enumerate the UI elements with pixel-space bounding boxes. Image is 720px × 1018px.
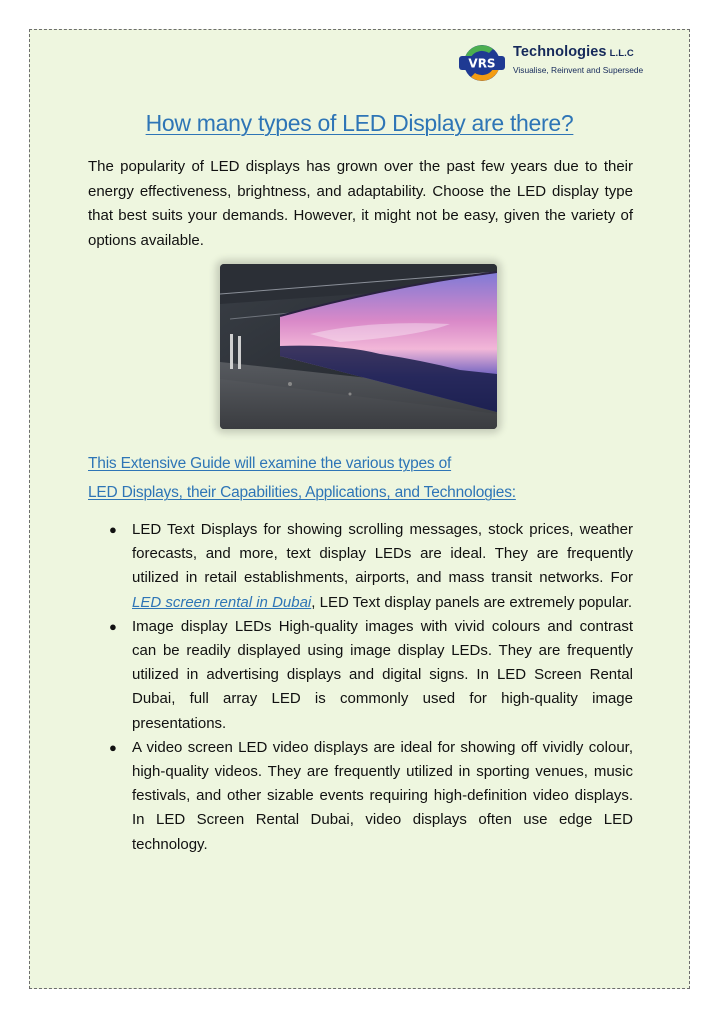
vrs-logo-icon — [453, 41, 511, 85]
led-screen-rental-link[interactable]: LED screen rental in Dubai — [132, 593, 312, 611]
led-wall-image — [220, 264, 497, 429]
led-types-list — [109, 518, 633, 857]
bullet-icon: ● — [109, 522, 117, 537]
logo-mark-text: VRS — [468, 56, 496, 71]
list-item: ● Image display LEDs High-quality images with vivid colours and contrast can be readily displayed using image display LEDs. They are frequently utilized in advertising displays and digital signs. In LED Screen Rental Dubai, full array LED is commonly used for high-quality image presentations. — [109, 615, 633, 736]
logo-suffix: L.L.C — [609, 48, 634, 59]
intro-paragraph: The popularity of LED displays has grown over the past few years due to their energy effectiveness, brightness, and adaptability. Choose the LED display type that best suits your demands. However, it might not be easy, given the variety of options available. — [88, 158, 633, 249]
bullet-icon: ● — [109, 739, 117, 755]
logo-company-name: Technologies L.L.C — [513, 44, 634, 60]
company-logo[interactable] — [453, 41, 643, 85]
bullet-icon: ● — [109, 618, 117, 634]
led-wall-photo — [220, 264, 497, 429]
document-page — [29, 29, 690, 989]
guide-heading-line-2: LED Displays, their Capabilities, Applications, and Technologies: — [88, 484, 516, 501]
guide-heading-line-1: This Extensive Guide will examine the various types of — [88, 455, 452, 472]
list-item: ● A video screen LED video displays are ideal for showing off vividly colour, high-quality videos. They are frequently utilized in sporting venues, music festivals, and other sizable events requiring high-definition video displays. In LED Screen Rental Dubai, video displays often use edge LED technology. — [109, 736, 633, 857]
guide-heading — [88, 449, 516, 507]
logo-tagline: Visualise, Reinvent and Supersede — [513, 65, 644, 75]
page-title: How many types of LED Display are there? — [145, 110, 574, 136]
list-item: ● LED Text Displays for showing scrolling messages, stock prices, weather forecasts, and more, text display LEDs are ideal. They are frequently utilized in retail establishments, airports, and mass transit networks. For LED screen rental in Dubai, LED Text display panels are extremely popular. — [109, 518, 633, 615]
